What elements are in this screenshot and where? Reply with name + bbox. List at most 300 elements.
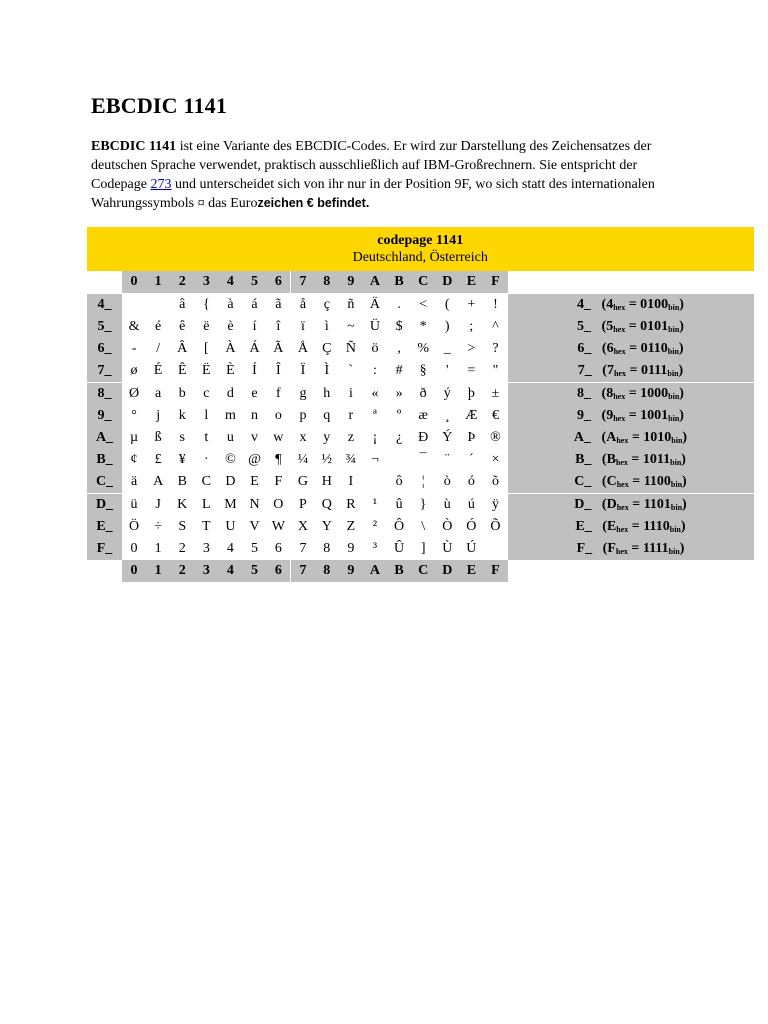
char-cell: v [251,430,259,445]
row-info-hex: E [606,519,617,534]
column-header: 1 [146,271,170,294]
char-cell: z [347,430,354,445]
row-info-prefix: A_ [573,430,592,445]
row-info [508,294,754,317]
char-cell: ð [411,383,435,406]
row-info [508,427,754,449]
char-cell: 3 [202,541,210,556]
char-cell: ó [467,474,475,489]
char-cell [363,471,387,494]
char-cell: ÷ [154,519,162,534]
row-info-hex: F [607,541,616,556]
column-header: F [483,271,507,294]
char-cell: ¿ [395,430,403,445]
char-cell: · [203,452,209,467]
row-info-hex-sub: hex [616,436,629,445]
row-info-bin-sub: bin [668,414,680,423]
char-cell: ¹ [363,494,387,517]
char-cell: ã [267,294,291,317]
column-header: 9 [339,271,363,294]
char-cell: å [291,294,315,317]
char-cell: k [178,408,186,423]
row-info-gap [592,541,603,556]
char-cell: ] [420,541,426,556]
char-cell: @ [248,452,261,467]
char-cell: J [146,494,170,517]
row-info-equals: = [625,297,641,312]
char-cell [146,294,170,317]
row-info-prefix: 8_ [577,386,592,401]
char-cell: þ [459,383,483,406]
char-cell: ¾ [345,452,357,467]
char-cell: a [146,383,170,406]
row-info-equals: = [625,319,641,334]
column-header: 8 [315,271,339,294]
char-cell: ¸ [444,408,450,423]
row-info-prefix: F_ [576,541,593,556]
row-label: C_ [87,471,122,494]
char-cell: g [291,383,315,406]
row-info-prefix: 5_ [577,319,592,334]
column-header: 7 [291,560,315,582]
row-info-close: ) [679,297,684,312]
row-info-equals: = [628,519,644,534]
char-cell: ? [492,341,499,356]
row-info-bin: 1000 [640,386,669,401]
column-header: 6 [267,560,291,582]
row-info-gap [591,474,602,489]
row-info-bin-sub: bin [668,392,680,401]
row-info-hex-sub: hex [616,525,629,534]
row-info-close: ) [682,497,687,512]
char-cell: © [225,452,236,467]
row-info [508,383,754,406]
char-cell: ò [443,474,451,489]
char-cell: Ð [418,430,429,445]
char-cell: } [411,494,435,517]
char-cell: c [194,383,218,406]
char-cell: C [201,474,211,489]
row-info-gap [591,297,602,312]
table-row [87,471,754,494]
char-cell: Ö [128,519,140,534]
row-info-hex: B [606,452,616,467]
row-info-gap [591,408,602,423]
column-header: 0 [122,560,146,582]
column-header: D [435,271,459,294]
char-cell [387,449,411,471]
char-cell: " [492,363,499,378]
row-info-open: ( [601,452,607,467]
char-cell: º [396,408,402,423]
char-cell: y [323,430,331,445]
table-row [87,427,754,449]
row-info-bin: 1001 [640,408,669,423]
char-cell: ± [483,383,507,406]
row-info-hex-sub: hex [613,414,626,423]
row-info-equals: = [628,474,644,489]
char-cell: î [267,316,291,338]
char-cell: û [387,494,411,517]
table-row [87,405,754,427]
row-info-close: ) [678,363,684,378]
codepage-table [87,227,754,582]
intro-bold-lead: EBCDIC 1141 [91,139,177,154]
column-header: 2 [170,560,194,582]
row-info-hex-sub: hex [613,369,626,378]
char-cell: f [267,383,291,406]
row-info-open: ( [601,341,607,356]
row-info-gap [592,519,603,534]
row-info-prefix: 9_ [577,408,592,423]
char-cell: À [225,341,236,356]
row-info [508,516,754,538]
char-cell: ¼ [297,452,309,467]
char-cell: + [459,294,483,317]
char-cell: R [339,494,363,517]
char-cell: o [267,405,291,427]
char-cell: B [177,474,187,489]
char-cell: w [267,427,291,449]
char-cell: ´ [469,452,474,467]
char-cell: t [204,430,209,445]
char-cell: I [348,474,354,489]
column-header: F [483,560,507,582]
char-cell: Û [394,541,405,556]
char-cell: ! [483,294,507,317]
row-info-hex: D [606,497,617,512]
char-cell: G [297,474,309,489]
row-label: B_ [87,449,122,471]
char-cell: Õ [490,519,501,534]
char-cell: / [156,341,161,356]
column-header: 9 [339,560,363,582]
row-info-bin: 0100 [640,297,669,312]
column-header: 3 [194,271,218,294]
row-info-close: ) [679,386,684,401]
column-header: 8 [315,560,339,582]
char-cell: 4 [226,541,234,556]
codepage-273-link[interactable]: 273 [150,177,172,192]
char-cell: # [395,363,403,378]
row-info-open: ( [601,297,607,312]
row-info-open: ( [601,474,607,489]
char-cell: ì [324,319,329,334]
table-row [87,494,754,517]
row-info-gap [592,363,603,378]
char-cell: = [467,363,476,378]
char-cell: 5 [251,541,259,556]
char-cell: ä [130,474,138,489]
row-info [508,338,754,360]
row-info-open: ( [601,386,607,401]
char-cell: Ä [363,294,387,317]
char-cell: E [250,474,259,489]
char-cell: ø [130,363,138,378]
char-cell: « [363,383,387,406]
char-cell: ' [446,363,449,378]
row-info-gap [591,452,602,467]
char-cell: > [467,341,476,356]
header-corner [87,271,122,294]
char-cell: { [194,294,218,317]
row-info-close: ) [678,341,684,356]
char-cell: T [202,519,211,534]
char-cell: ) [444,319,450,334]
row-info-prefix: B_ [575,452,592,467]
row-info-hex-sub: hex [615,458,628,467]
intro-paragraph [91,137,691,213]
char-cell: é [155,319,162,334]
row-info-prefix: D_ [574,497,592,512]
table-row [87,294,754,317]
row-info-prefix: E_ [575,519,592,534]
row-info-bin: 1101 [643,497,671,512]
row-label: F_ [87,538,122,560]
row-info [508,449,754,471]
row-info-prefix: C_ [574,474,592,489]
row-info-hex: A [606,430,617,445]
char-cell: ¯ [419,452,427,467]
char-cell: $ [395,319,403,334]
char-cell: Ã [267,338,291,360]
row-label: 8_ [87,383,122,406]
row-info-hex-sub: hex [616,503,629,512]
char-cell: d [218,383,242,406]
row-info-bin: 1010 [643,430,672,445]
row-info-open: ( [602,541,608,556]
row-info-close: ) [681,452,686,467]
row-info-close: ) [680,519,686,534]
header-corner [87,560,122,582]
row-info-equals: = [627,541,643,556]
char-cell: Þ [467,430,476,445]
row-info-open: ( [601,319,607,334]
char-cell: , [397,341,401,356]
header-spacer [508,271,754,294]
char-cell: Ø [122,383,146,406]
char-cell: e [242,383,266,406]
char-cell: ù [435,494,459,517]
row-info-bin: 1110 [643,519,670,534]
char-cell: D [225,474,236,489]
char-cell: M [218,494,242,517]
table-row [87,383,754,406]
row-info-hex-sub: hex [613,347,626,356]
row-info [508,316,754,338]
row-info-close: ) [682,430,688,445]
row-info-gap [591,319,602,334]
column-header: E [459,271,483,294]
char-cell: 0 [130,541,138,556]
char-cell: Ú [466,541,477,556]
char-cell: ¥ [178,452,186,467]
row-info-equals: = [627,452,643,467]
column-header: E [459,560,483,582]
row-info-bin-sub: bin [667,347,679,356]
char-cell: r [348,408,354,423]
char-cell: È [226,363,235,378]
char-cell: è [227,319,234,334]
char-cell: ê [179,319,186,334]
char-cell: ª [373,408,377,423]
char-cell: L [194,494,218,517]
row-info-bin: 0111 [640,363,668,378]
header-spacer [508,560,754,582]
char-cell: U [225,519,236,534]
char-cell: K [170,494,194,517]
row-info-hex: 6 [606,341,614,356]
char-cell: Ï [300,363,306,378]
char-cell: æ [418,408,428,423]
char-cell: ë [203,319,210,334]
char-cell: × [491,452,500,467]
row-info-bin-sub: bin [670,458,682,467]
row-info-bin-sub: bin [670,480,683,489]
char-cell: Ù [442,541,453,556]
char-cell: p [299,408,307,423]
column-header-row-top [87,271,754,294]
row-info-bin-sub: bin [667,369,679,378]
row-info-bin-sub: bin [668,303,680,312]
char-cell: ¨ [444,452,450,467]
char-cell: i [339,383,363,406]
char-cell: q [323,408,331,423]
char-cell: Â [177,341,188,356]
intro-bold-tail: zeichen € befindet. [257,196,370,210]
row-info-hex-sub: hex [613,303,626,312]
row-info-close: ) [682,474,687,489]
row-info-hex-sub: hex [613,325,626,334]
char-cell: Ó [466,519,477,534]
char-cell: à [218,294,242,317]
char-cell: É [153,363,163,378]
row-info [508,405,754,427]
char-cell: [ [203,341,209,356]
char-cell: N [242,494,266,517]
row-info-gap [591,497,602,512]
row-info-gap [591,430,602,445]
column-header: B [387,271,411,294]
table-row [87,449,754,471]
char-cell [122,294,146,317]
table-header [87,227,754,271]
row-label: 9_ [87,405,122,427]
char-cell: â [170,294,194,317]
column-header: 3 [194,560,218,582]
table-row [87,360,754,383]
char-cell: Ò [442,519,453,534]
row-info-hex-sub: hex [615,547,628,556]
row-info-open: ( [602,363,607,378]
table-row [87,516,754,538]
intro-text-1: ist eine Variante des EBCDIC-Codes. Er wird zur Darstellung des Zeichensatzes der deutschen Sprache verwendet, praktisch ausschließlich auf IBM-Großrechnern. Sie entspricht der Codepage [91,139,652,192]
column-header: C [411,271,435,294]
char-cell: ¡ [372,430,378,445]
column-header-row-bottom [87,560,754,582]
char-cell: ¦ [421,474,425,489]
row-info-close: ) [679,408,684,423]
column-header: 1 [146,560,170,582]
row-info-hex-sub: hex [616,480,629,489]
char-cell: V [249,519,260,534]
char-cell: Ô [394,519,405,534]
column-header: 5 [242,271,266,294]
char-cell: ü [122,494,146,517]
row-info-equals: = [625,386,641,401]
row-info-open: ( [601,408,607,423]
row-info-hex: 9 [606,408,614,423]
char-cell: Ç [322,341,332,356]
row-label: 4_ [87,294,122,317]
char-cell: ~ [347,319,355,334]
row-info-open: ( [601,497,607,512]
row-info-equals: = [625,341,641,356]
row-info-hex: C [606,474,617,489]
column-header: 4 [218,271,242,294]
table-row [87,338,754,360]
char-cell: 2 [178,541,186,556]
row-info-bin: 0110 [640,341,668,356]
char-cell: < [411,294,435,317]
char-cell: b [170,383,194,406]
char-cell: ß [154,430,162,445]
char-cell: ý [435,383,459,406]
column-header: 2 [170,271,194,294]
row-info-bin: 0101 [640,319,669,334]
char-cell: W [267,516,291,538]
char-cell: Y [321,519,332,534]
char-cell: Å [297,341,309,356]
char-cell: S [178,519,187,534]
row-info-hex-sub: hex [613,392,626,401]
column-header: 0 [122,271,146,294]
char-cell: u [226,430,234,445]
char-cell: § [419,363,427,378]
char-cell: & [128,319,140,334]
char-cell: x [299,430,307,445]
char-cell: õ [491,474,499,489]
char-cell: Á [249,341,260,356]
char-cell: ç [315,294,339,317]
char-cell: Ì [324,363,330,378]
row-info-bin-sub: bin [670,503,683,512]
char-cell: 7 [299,541,307,556]
row-info-gap [591,386,602,401]
char-cell: ö [371,341,379,356]
row-info-equals: = [625,363,641,378]
column-header: A [363,271,387,294]
row-info-equals: = [628,430,644,445]
char-cell: - [131,341,137,356]
row-info-equals: = [628,497,644,512]
row-label: E_ [87,516,122,538]
row-info [508,538,754,560]
table-title: codepage 1141 [377,233,464,248]
row-info-bin-sub: bin [671,436,683,445]
char-cell: Ê [177,363,187,378]
column-header: C [411,560,435,582]
char-cell: \ [421,519,426,534]
char-cell: n [251,408,259,423]
row-info-bin: 1100 [643,474,671,489]
char-cell: Ë [202,363,211,378]
char-cell: Z [346,519,356,534]
row-info [508,494,754,517]
char-cell: 1 [154,541,162,556]
char-cell: £ [154,452,162,467]
char-cell: F [267,471,291,494]
